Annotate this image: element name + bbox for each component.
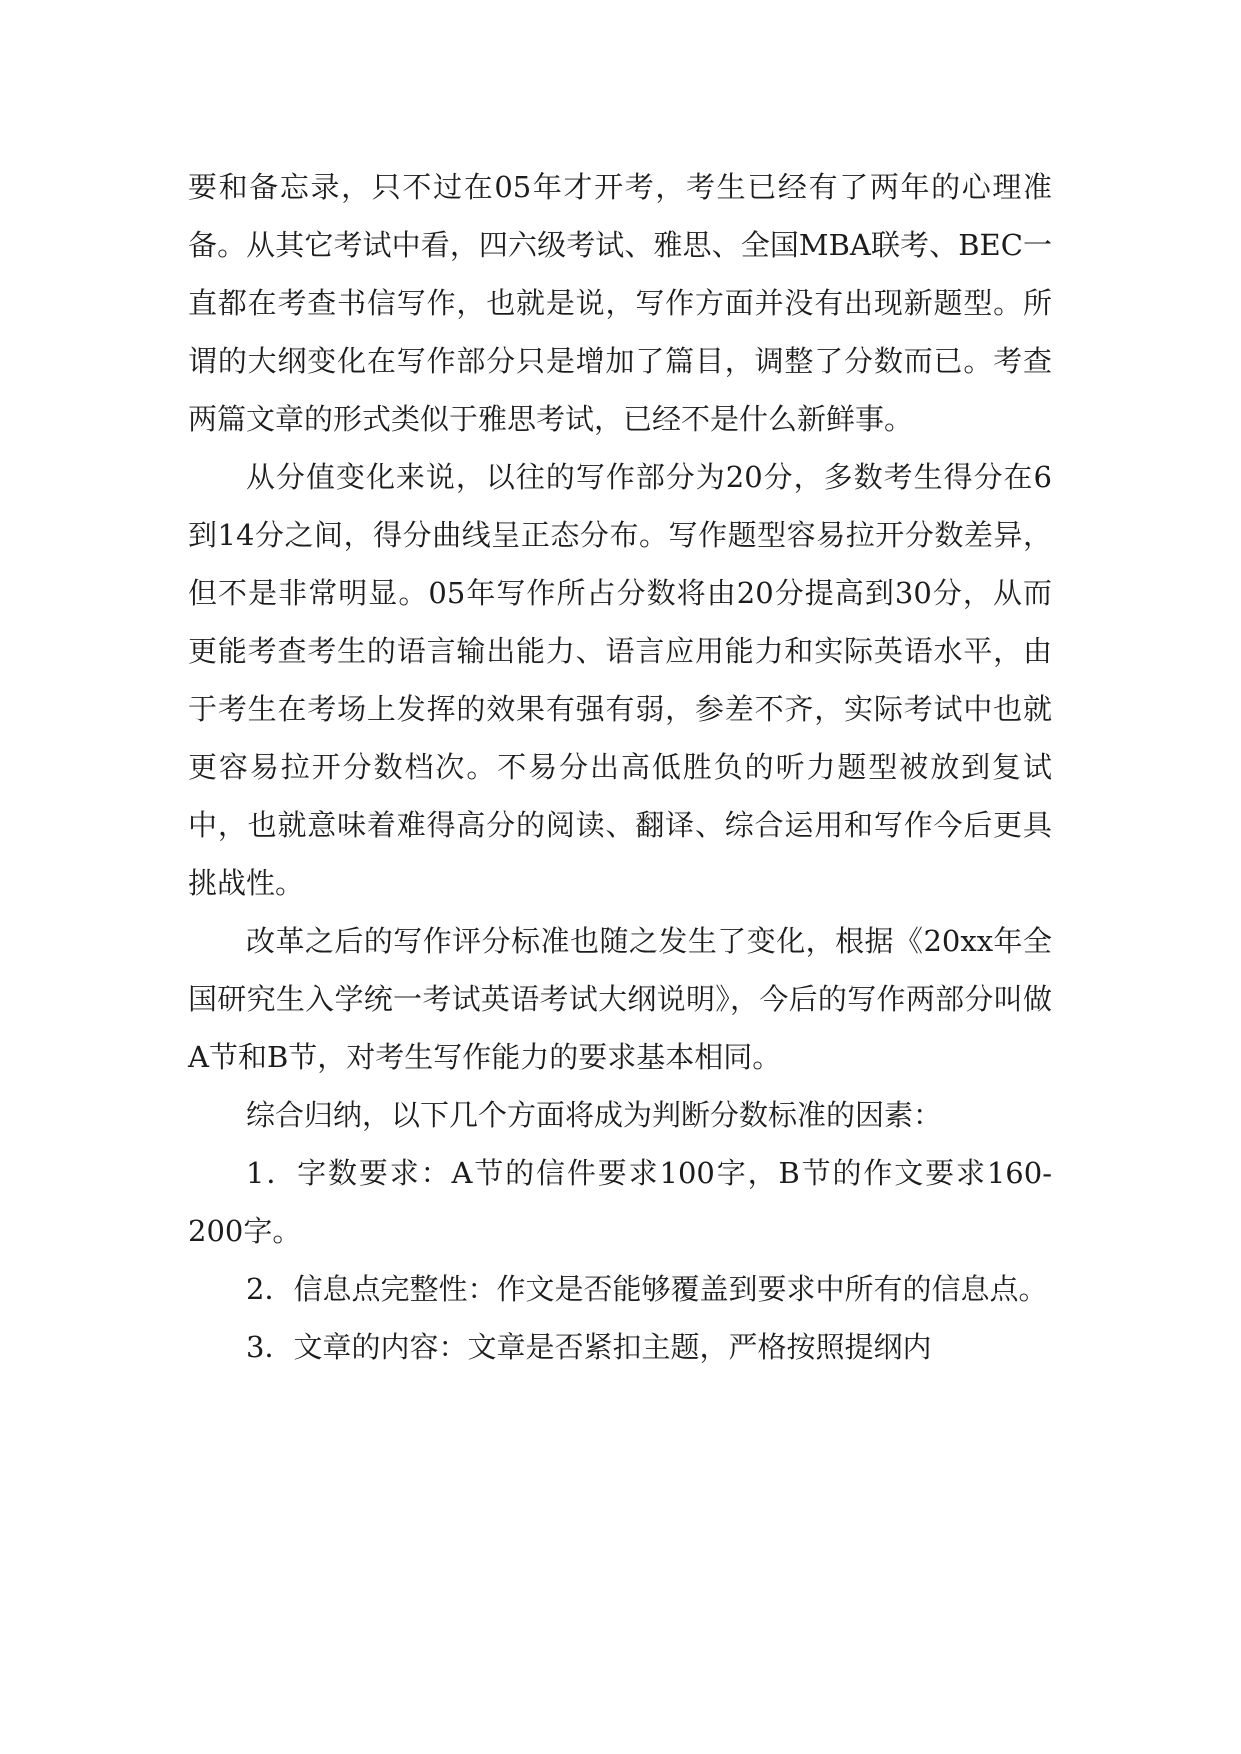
paragraph-continuation: 要和备忘录，只不过在05年才开考，考生已经有了两年的心理准备。从其它考试中看，四六级考试、雅思、全国MBA联考、BEC一直都在考查书信写作，也就是说，写作方面并没有出现新题型。所谓的大纲变化在写作部分只是增加了篇目，调整了分数而已。考查两篇文章的形式类似于雅思考试，已经不是什么新鲜事。	[188, 170, 1052, 436]
list-item-info-points: 2．信息点完整性：作文是否能够覆盖到要求中所有的信息点。	[246, 1272, 1048, 1306]
list-item-word-count: 1．字数要求：A节的信件要求100字，B节的作文要求160-200字。	[188, 1156, 1052, 1248]
paragraph-grading-standard: 改革之后的写作评分标准也随之发生了变化，根据《20xx年全国研究生入学统一考试英语考试大纲说明》，今后的写作两部分叫做A节和B节，对考生写作能力的要求基本相同。	[188, 924, 1052, 1074]
document-body	[188, 158, 1052, 1376]
list-item-content: 3．文章的内容：文章是否紧扣主题，严格按照提纲内	[246, 1330, 932, 1364]
paragraph-summary: 综合归纳，以下几个方面将成为判断分数标准的因素：	[246, 1098, 943, 1132]
paragraph-score-change: 从分值变化来说，以往的写作部分为20分，多数考生得分在6到14分之间，得分曲线呈正态分布。写作题型容易拉开分数差异，但不是非常明显。05年写作所占分数将由20分提高到30分，从而更能考查考生的语言输出能力、语言应用能力和实际英语水平，由于考生在考场上发挥的效果有强有弱，参差不齐，实际考试中也就更容易拉开分数档次。不易分出高低胜负的听力题型被放到复试中，也就意味着难得高分的阅读、翻译、综合运用和写作今后更具挑战性。	[188, 460, 1052, 900]
